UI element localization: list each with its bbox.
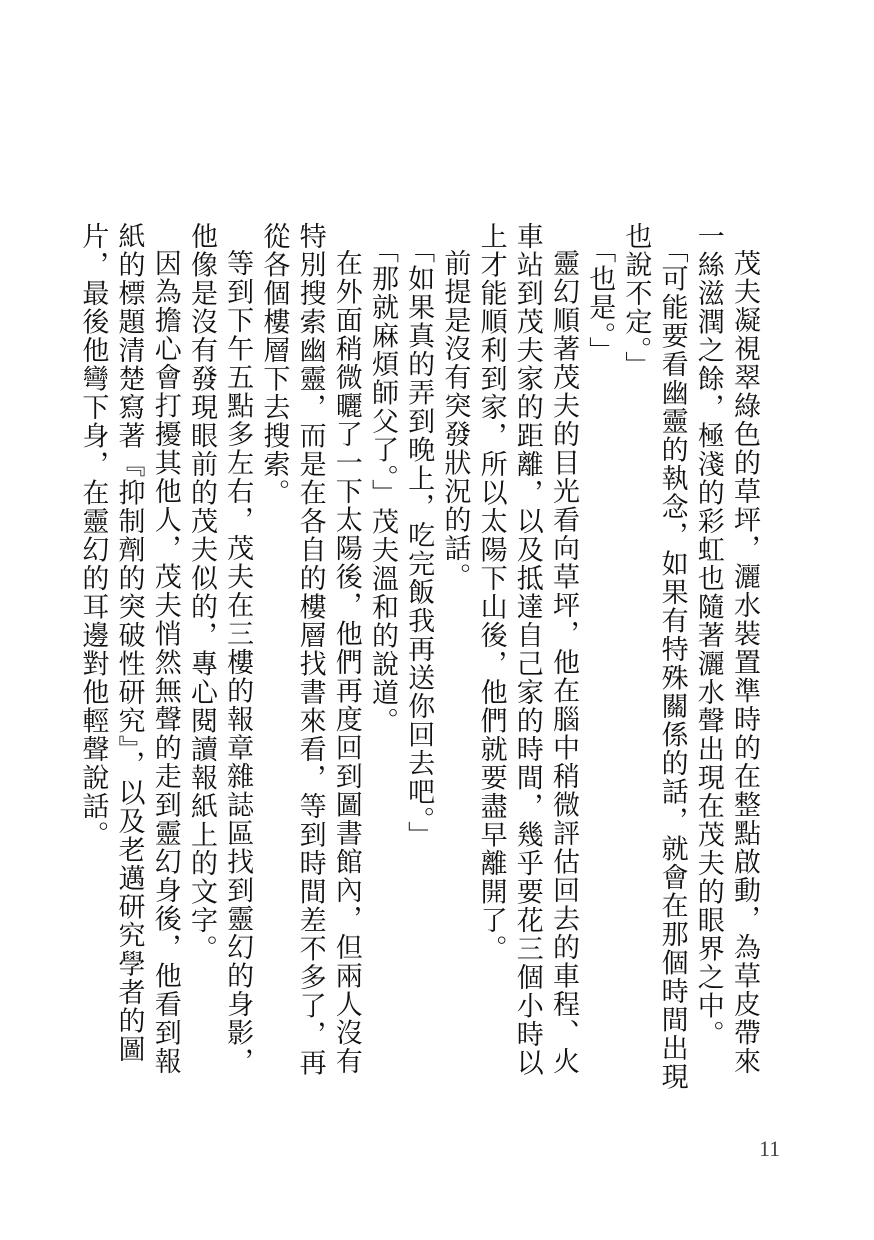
paragraph-6: 「如果真的弄到晚上，吃完飯我再送你回去吧。」 — [403, 235, 435, 849]
vertical-text-block — [74, 222, 762, 1102]
paragraph-7: 「那就麻煩師父了。」茂夫溫和的說道。 — [366, 235, 398, 735]
paragraph-9: 等到下午五點多左右，茂夫在三樓的報章雜誌區找到靈幻的身影，他像是沒有發現眼前的茂夫似的，專心閱讀報紙上的文字。 — [185, 222, 254, 1076]
paragraph-5: 前提是沒有突發狀況的話。 — [439, 249, 471, 591]
paragraph-8: 在外面稍微曬了一下太陽後，他們再度回到圖書館內，但兩人沒有特別搜索幽靈，而是在各自的樓層找書來看，等到時間差不多了，再從各個樓層下去搜索。 — [258, 222, 362, 1077]
paragraph-3: 「也是。」 — [584, 235, 616, 365]
page-number: 11 — [759, 1136, 781, 1161]
paragraph-2: 「可能要看幽靈的執念，如果有特殊關係的話，就會在那個時間出現也說不定。」 — [620, 222, 688, 1091]
paragraph-1: 茂夫凝視翠綠色的草坪，灑水裝置準時的在整點啟動，為草皮帶來一絲滋潤之餘，極淺的彩虹也隨著灑水聲出現在茂夫的眼界之中。 — [692, 222, 760, 1076]
paragraph-10: 因為擔心會打擾其他人，茂夫悄然無聲的走到靈幻身後，他看到報紙的標題清楚寫著『抑制劑的突破性研究』，以及老邁研究學者的圖片，最後他彎下身，在靈幻的耳邊對他輕聲說話。 — [77, 222, 181, 1076]
paragraph-4: 靈幻順著茂夫的目光看向草坪，他在腦中稍微評估回去的車程、火車站到茂夫家的距離，以及抵達自己家的時間，幾乎要花三個小時以上才能順利到家，所以太陽下山後，他們就要盡早離開了。 — [475, 222, 579, 1077]
